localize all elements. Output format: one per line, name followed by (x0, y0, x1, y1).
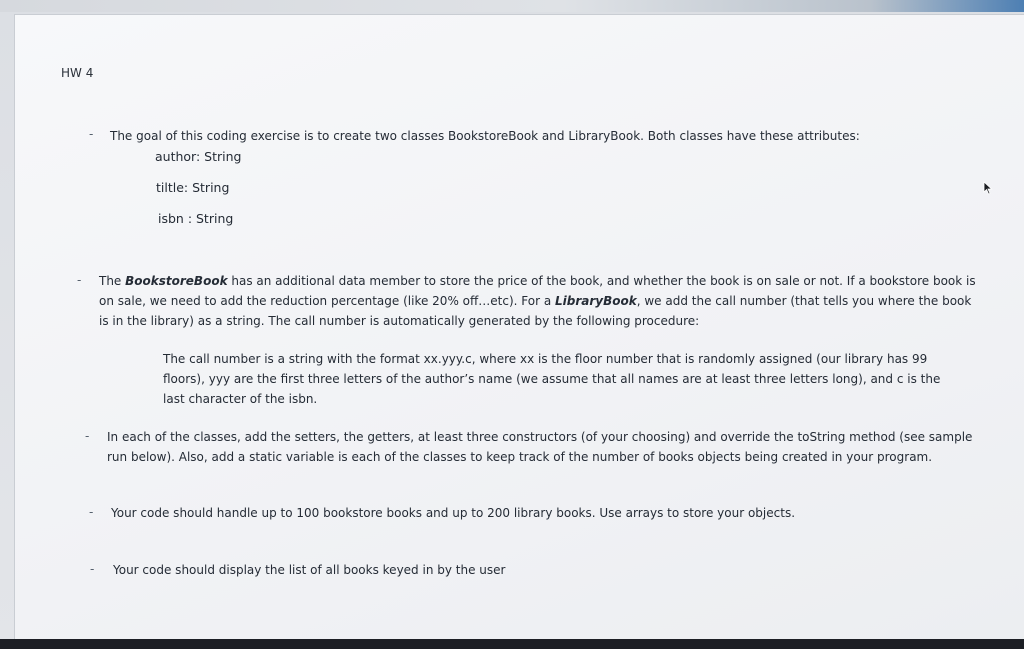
array-limit-paragraph: Your code should handle up to 100 bookstore books and up to 200 library books. Use arrays to store your objects. (111, 506, 796, 520)
class-name-bookstorebook: BookstoreBook (125, 274, 228, 288)
bookstore-library-paragraph (99, 271, 979, 331)
call-number-description: The call number is a string with the format xx.yyy.c, where xx is the floor number that is randomly assigned (our library has 99 floors), yyy are the first three letters of the author’s name (we assume that all names are at least three letters long), and c is the last character of the isbn. (163, 352, 941, 406)
attribute-isbn: isbn : String (158, 211, 234, 226)
setters-getters-paragraph: In each of the classes, add the setters, the getters, at least three constructors (of your choosing) and override the toString method (see sample run below). Also, add a static variable is each of the classes to keep track of the number of books objects being created in your program. (107, 430, 973, 464)
paragraph-text: has an additional data member to store the price of the book, and whether the book is on sale or not. If a bookstore book is on sale, we need to add the reduction percentage (like 20% off…etc). For a (99, 274, 976, 308)
bullet-dash: - (89, 505, 94, 519)
attribute-title: tiltle: String (156, 180, 230, 195)
window-top-strip (0, 0, 1024, 12)
bullet-dash: - (85, 429, 90, 443)
mouse-pointer-icon (983, 181, 993, 195)
attribute-author: author: String (155, 149, 242, 164)
paragraph-text: The (99, 274, 126, 288)
intro-paragraph: The goal of this coding exercise is to create two classes BookstoreBook and LibraryBook. Both classes have these attributes: (110, 129, 860, 143)
paragraph-text: , we add the call number (that tells you where the book is in the library) as a string. The call number is automatically generated by the following procedure: (99, 294, 972, 328)
bullet-dash: - (89, 127, 94, 141)
monitor-bezel (0, 639, 1024, 649)
display-list-paragraph: Your code should display the list of all books keyed in by the user (113, 563, 506, 577)
document-title: HW 4 (61, 66, 94, 80)
document-page (14, 14, 1024, 640)
bullet-dash: - (90, 562, 95, 576)
bullet-dash: - (77, 273, 82, 287)
class-name-librarybook: LibraryBook (555, 294, 637, 308)
